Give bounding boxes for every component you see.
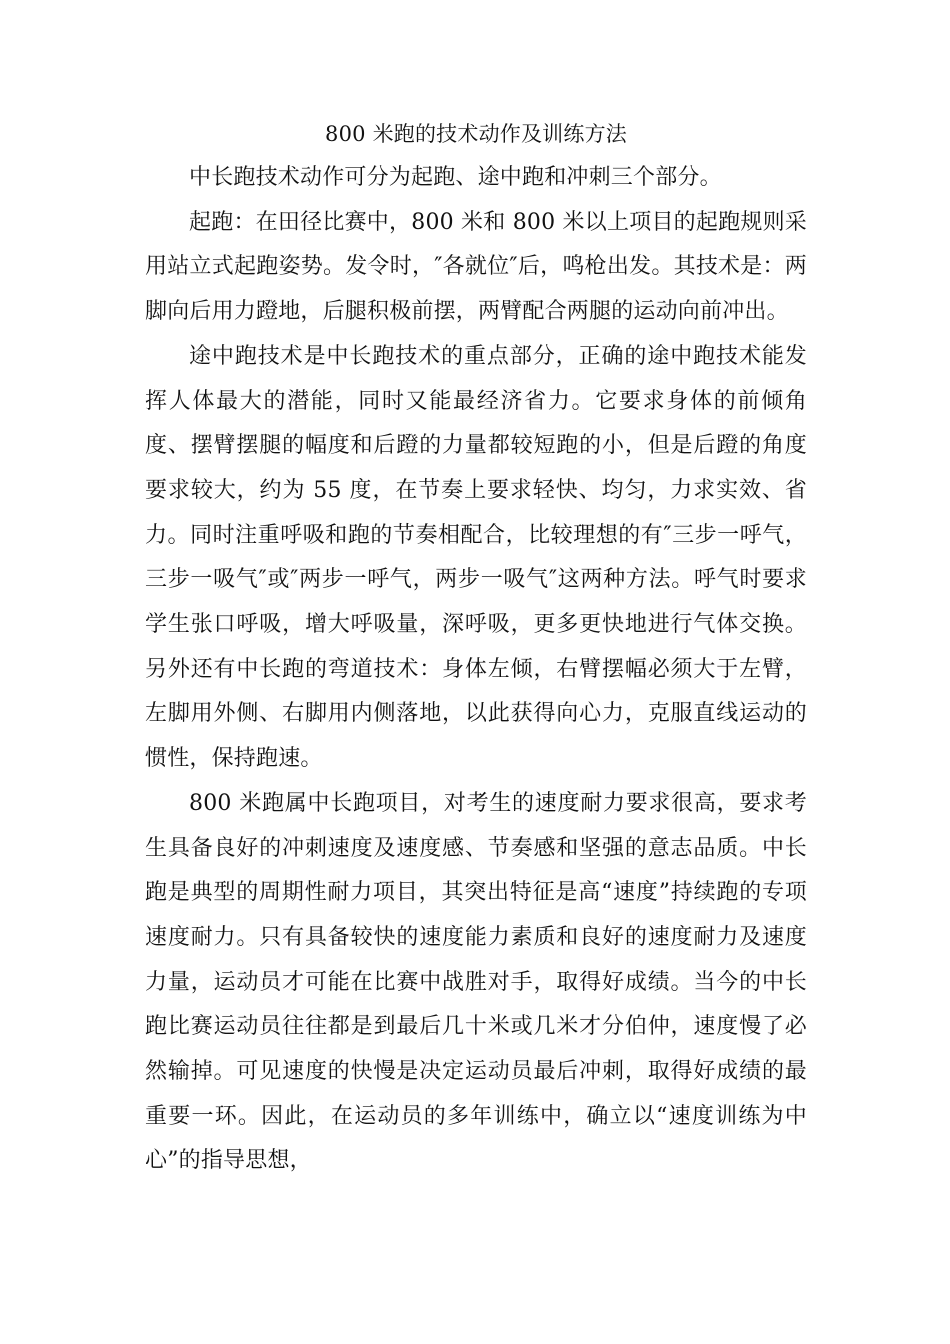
paragraph-overview: 中长跑技术动作可分为起跑、途中跑和冲刺三个部分。 bbox=[189, 165, 722, 190]
document-title: 800 米跑的技术动作及训练方法 bbox=[325, 122, 627, 146]
document-body bbox=[145, 112, 807, 1184]
paragraph-start-technique: 起跑：在田径比赛中，800 米和 800 米以上项目的起跑规则采用站立式起跑姿势。发令时，″各就位″后，鸣枪出发。其技术是：两脚向后用力蹬地，后腿积极前摆，两臂配合两腿的运动向前冲出。 bbox=[145, 209, 807, 325]
paragraph-speed-endurance: 800 米跑属中长跑项目，对考生的速度耐力要求很高，要求考生具备良好的冲刺速度及速度感、节奏感和坚强的意志品质。中长跑是典型的周期性耐力项目，其突出特征是高“速度”持续跑的专项速度耐力。只有具备较快的速度能力素质和良好的速度耐力及速度力量，运动员才可能在比赛中战胜对手，取得好成绩。当今的中长跑比赛运动员往往都是到最后几十米或几米才分伯仲，速度慢了必然输掉。可见速度的快慢是决定运动员最后冲刺，取得好成绩的最重要一环。因此，在运动员的多年训练中，确立以“速度训练为中心”的指导思想， bbox=[145, 790, 807, 1174]
paragraph-midrace-technique: 途中跑技术是中长跑技术的重点部分，正确的途中跑技术能发挥人体最大的潜能，同时又能最经济省力。它要求身体的前倾角度、摆臂摆腿的幅度和后蹬的力量都较短跑的小，但是后蹬的角度要求较大，约为 55 度，在节奏上要求轻快、均匀，力求实效、省力。同时注重呼吸和跑的节奏相配合，比较理想的有″三步一呼气，三步一吸气″或″两步一呼气，两步一吸气″这两种方法。呼气时要求学生张口呼吸，增大呼吸量，深呼吸，更多更快地进行气体交换。另外还有中长跑的弯道技术：身体左倾，右臂摆幅必须大于左臂，左脚用外侧、右脚用内侧落地，以此获得向心力，克服直线运动的惯性，保持跑速。 bbox=[145, 343, 807, 772]
